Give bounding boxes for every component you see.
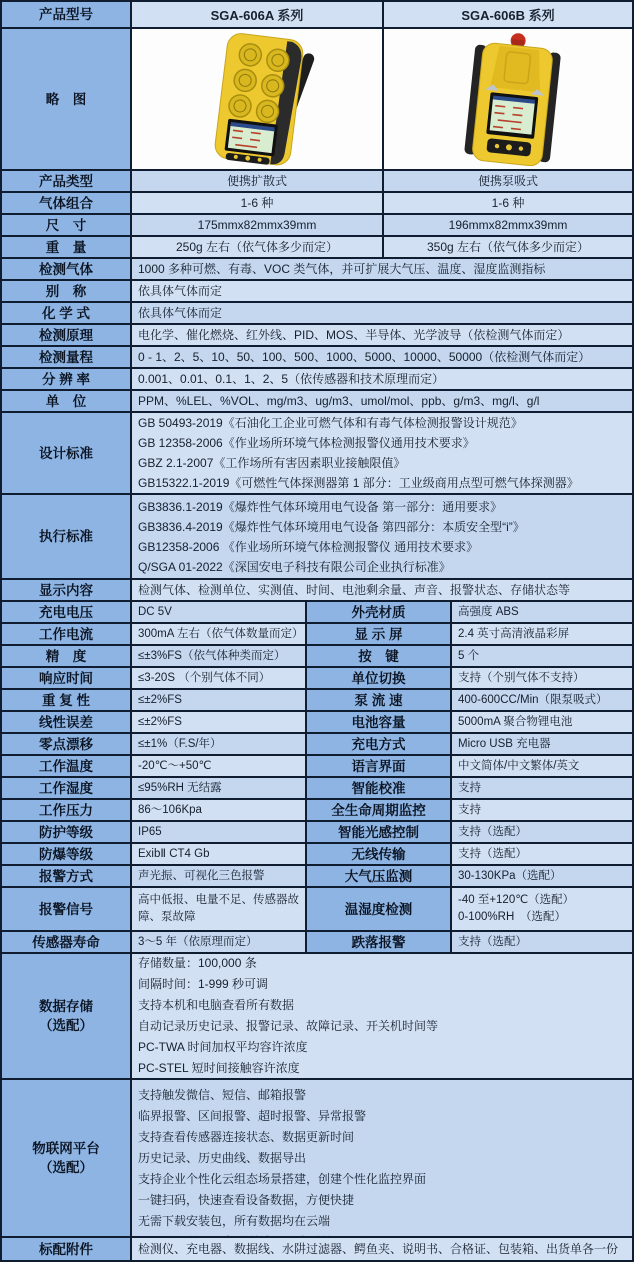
spec-value-cell (132, 495, 632, 578)
spec-row (2, 237, 632, 259)
spec-row (2, 580, 632, 602)
spec-value: 检测仪、充电器、数据线、水阱过滤器、鳄鱼夹、说明书、合格证、包装箱、出货单各一份 (138, 1241, 619, 1256)
spec-row (2, 800, 632, 822)
spec-label: 别 称 (45, 283, 87, 299)
spec-value: GB15322.1-2019《可燃性气体探测器第 1 部分：工业级商用点型可燃气体探测器》 (138, 476, 579, 490)
spec-label: 检测气体 (39, 261, 93, 277)
spec-value: 无需下载安装包，所有数据均在云端 (138, 1213, 331, 1228)
spec-value: GB3836.4-2019《爆炸性气体环境用电气设备 第四部分：本质安全型“i”》 (138, 519, 525, 534)
spec-value2: Micro USB 充电器 (458, 737, 551, 750)
spec-label: 防护等级 (39, 824, 93, 840)
spec-label-cell (2, 954, 132, 1078)
spec-value-cell (132, 1080, 632, 1236)
device-b-image-cell (384, 29, 632, 169)
spec-value: 0.001、0.01、0.1、1、2、5（依传感器和技术原理而定） (138, 372, 445, 386)
spec-value: 间隔时间：1-999 秒可调 (138, 977, 269, 991)
spec-value2: 支持（选配） (458, 825, 527, 838)
spec-value-cell (132, 602, 307, 622)
spec-value: 高中低报、电量不足、传感器故障、泵故障 (138, 894, 299, 923)
spec-value: PC-STEL 短时间接触容许浓度 (138, 1061, 300, 1075)
spec-value: 3～5 年（依原理而定） (138, 935, 258, 948)
spec-label-cell (2, 866, 132, 886)
spec-row (2, 215, 632, 237)
series-b-value: 196mmx82mmx39mm (448, 217, 568, 232)
spec-label2-cell (307, 624, 452, 644)
spec-label2: 智能光感控制 (338, 824, 419, 840)
spec-label2-cell (307, 888, 452, 930)
spec-value-cell (132, 800, 307, 820)
spec-row (2, 954, 632, 1080)
spec-label2: 泵 流 速 (354, 692, 403, 708)
spec-label: 工作温度 (39, 758, 93, 774)
spec-label: 重 复 性 (41, 692, 90, 708)
spec-label: 报警信号 (39, 901, 93, 917)
spec-value2-cell (452, 756, 632, 776)
spec-label-cell (2, 932, 132, 952)
spec-label: 物联网平台 (32, 1141, 100, 1156)
spec-label-cell (2, 734, 132, 754)
spec-value-cell (132, 413, 632, 493)
spec-value2: 30-130KPa（选配） (458, 869, 562, 882)
spec-value: GBZ 2.1-2007《工作场所有害因素职业接触限值》 (138, 456, 406, 470)
spec-label-cell (2, 325, 132, 345)
spec-label2: 语言界面 (351, 758, 406, 774)
spec-label: 响应时间 (39, 670, 93, 686)
series-a-value-cell (132, 193, 384, 213)
spec-label: 报警方式 (39, 868, 93, 884)
spec-value2-cell (452, 712, 632, 732)
spec-label: 传感器寿命 (32, 934, 100, 950)
spec-label-cell (2, 1238, 132, 1260)
spec-row (2, 866, 632, 888)
spec-value2: 0-100%RH （选配） (458, 911, 566, 923)
spec-label2-cell (307, 800, 452, 820)
spec-row (2, 932, 632, 954)
header-label: 产品型号 (39, 7, 93, 22)
spec-value: ≤95%RH 无结露 (138, 781, 222, 794)
spec-value-cell (132, 866, 307, 886)
spec-value2-cell (452, 734, 632, 754)
spec-label-cell (2, 602, 132, 622)
spec-value-cell (132, 734, 307, 754)
spec-value-cell (132, 844, 307, 864)
spec-value: ≤3-20S （个别气体不同） (138, 671, 271, 684)
spec-value-cell (132, 347, 632, 367)
spec-label-cell (2, 281, 132, 301)
spec-value2-cell (452, 888, 632, 930)
spec-value2: 5000mA 聚合物锂电池 (458, 715, 573, 728)
spec-value: ExibⅡ CT4 Gb (138, 847, 210, 860)
series-b-value-cell (384, 215, 632, 235)
spec-row (2, 259, 632, 281)
series-b-value: 便携泵吸式 (477, 173, 538, 188)
spec-value2-cell (452, 822, 632, 842)
spec-label-cell (2, 624, 132, 644)
spec-row (2, 778, 632, 800)
spec-row (2, 844, 632, 866)
spec-value: 0 - 1、2、5、10、50、100、500、1000、5000、10000、50000（依检测气体而定） (138, 350, 591, 364)
spec-row (2, 303, 632, 325)
series-b-value-cell (384, 193, 632, 213)
spec-value: 一键扫码，快速查看设备数据，方便快捷 (138, 1192, 355, 1207)
spec-label2: 充电方式 (351, 736, 406, 752)
spec-label: （选配） (39, 1160, 93, 1175)
spec-value: 临界报警、区间报警、超时报警、异常报警 (138, 1108, 367, 1123)
spec-value: 存储数量：100,000 条 (138, 956, 257, 970)
spec-label2-cell (307, 866, 452, 886)
series-a-value: 250g 左右（依气体多少而定） (175, 239, 339, 254)
spec-value2-cell (452, 866, 632, 886)
spec-value: 声光振、可视化三色报警 (138, 869, 265, 882)
spec-value-cell (132, 259, 632, 279)
spec-value: 300mA 左右（依气体数量而定） (138, 627, 304, 640)
spec-label: 尺 寸 (45, 217, 87, 233)
header-series-a-cell (132, 2, 384, 27)
spec-value2: 支持（选配） (458, 935, 527, 948)
spec-value: 电化学、催化燃烧、红外线、PID、MOS、半导体、光学波导（依检测气体而定） (138, 328, 570, 342)
spec-row (2, 347, 632, 369)
spec-value-cell (132, 325, 632, 345)
spec-value: ≤±2%FS (138, 693, 182, 706)
spec-value-cell (132, 888, 307, 930)
spec-label2: 跌落报警 (351, 934, 406, 950)
spec-label: 工作压力 (39, 802, 93, 818)
spec-value: ≤±2%FS (138, 715, 182, 728)
spec-value-cell (132, 712, 307, 732)
sketch-label: 略 图 (45, 91, 87, 107)
spec-row (2, 281, 632, 303)
spec-label2: 电池容量 (351, 714, 406, 730)
sketch-label-cell (2, 29, 132, 169)
spec-value: DC 5V (138, 605, 172, 618)
spec-value2: 支持 (458, 803, 481, 816)
spec-label-cell (2, 193, 132, 213)
spec-value: 1000 多种可燃、有毒、VOC 类气体，并可扩展大气压、温度、湿度监测指标 (138, 262, 546, 276)
spec-value2: -40 至+120℃（选配） (458, 894, 575, 906)
spec-label2: 单位切换 (351, 670, 406, 686)
spec-row (2, 602, 632, 624)
spec-value-cell (132, 756, 307, 776)
spec-label: 检测原理 (39, 327, 93, 343)
spec-rows (2, 171, 632, 1262)
series-a-value-cell (132, 215, 384, 235)
spec-value: IP65 (138, 825, 162, 838)
series-a-value: 175mmx82mmx39mm (197, 217, 317, 232)
spec-value: 支持本机和电脑查看所有数据 (138, 998, 295, 1012)
spec-label-cell (2, 369, 132, 389)
spec-value: ≤±1%（F.S/年） (138, 737, 222, 750)
spec-value: 依具体气体而定 (138, 306, 223, 320)
spec-row (2, 756, 632, 778)
spec-label2-cell (307, 756, 452, 776)
spec-value2-cell (452, 932, 632, 952)
spec-value (138, 1232, 385, 1237)
spec-label: 气体组合 (39, 195, 93, 211)
device-b-image (388, 32, 628, 166)
spec-label2: 无线传输 (351, 846, 406, 862)
spec-label: 分 辨 率 (41, 371, 90, 387)
spec-value2: 5 个 (458, 649, 480, 662)
spec-label2-cell (307, 822, 452, 842)
series-b-title: SGA-606B 系列 (461, 8, 555, 23)
spec-label2-cell (307, 668, 452, 688)
spec-row (2, 668, 632, 690)
spec-value2: 支持 (458, 781, 481, 794)
spec-label: 数据存储 (39, 999, 93, 1014)
spec-label: 防爆等级 (39, 846, 93, 862)
spec-label: （选配） (39, 1018, 93, 1033)
series-a-value-cell (132, 171, 384, 191)
spec-label-cell (2, 259, 132, 279)
spec-row (2, 1080, 632, 1238)
spec-label-cell (2, 668, 132, 688)
device-a-image-cell (132, 29, 384, 169)
spec-label-cell (2, 495, 132, 578)
spec-value2-cell (452, 690, 632, 710)
spec-value: 自动记录历史记录、报警记录、故障记录、开关机时间等 (138, 1019, 439, 1033)
spec-value: GB3836.1-2019《爆炸性气体环境用电气设备 第一部分：通用要求》 (138, 499, 503, 514)
spec-label: 化 学 式 (41, 305, 90, 321)
series-a-title: SGA-606A 系列 (210, 8, 304, 23)
spec-row (2, 822, 632, 844)
spec-value2: 2.4 英寸高清液晶彩屏 (458, 627, 570, 640)
spec-label-cell (2, 822, 132, 842)
spec-label2: 按 键 (358, 648, 399, 664)
spec-label: 工作电流 (39, 626, 93, 642)
spec-value: PPM、%LEL、%VOL、mg/m3、ug/m3、umol/mol、ppb、g/m3、mg/l、g/l (138, 394, 540, 408)
spec-value: 支持企业个性化云组态场景搭建，创建个性化监控界面 (138, 1171, 427, 1186)
spec-label2-cell (307, 844, 452, 864)
spec-row (2, 624, 632, 646)
spec-row (2, 413, 632, 495)
spec-value2-cell (452, 800, 632, 820)
spec-label-cell (2, 712, 132, 732)
series-a-value-cell (132, 237, 384, 257)
spec-label: 执行标准 (39, 529, 93, 544)
spec-value2-cell (452, 602, 632, 622)
series-a-value: 便携扩散式 (226, 173, 287, 188)
spec-value2-cell (452, 844, 632, 864)
spec-label2: 全生命周期监控 (331, 802, 426, 818)
spec-value: 依具体气体而定 (138, 284, 223, 298)
spec-label-cell (2, 844, 132, 864)
spec-value2: 400-600CC/Min（限泵吸式） (458, 693, 608, 706)
spec-label2-cell (307, 712, 452, 732)
spec-label-cell (2, 646, 132, 666)
spec-value: -20℃～+50℃ (138, 759, 212, 772)
spec-value2: 高强度 ABS (458, 605, 519, 618)
spec-value: PC-TWA 时间加权平均容许浓度 (138, 1040, 308, 1054)
spec-row (2, 369, 632, 391)
spec-label-cell (2, 778, 132, 798)
spec-row (2, 391, 632, 413)
spec-row (2, 1238, 632, 1262)
spec-label2-cell (307, 734, 452, 754)
spec-row (2, 325, 632, 347)
spec-label-cell (2, 391, 132, 411)
spec-label: 重 量 (45, 239, 87, 255)
spec-label-cell (2, 800, 132, 820)
spec-label-cell (2, 347, 132, 367)
spec-value: GB 50493-2019《石油化工企业可燃气体和有毒气体检测报警设计规范》 (138, 416, 523, 430)
spec-value: ≤±3%FS（依气体种类而定） (138, 649, 286, 662)
spec-value: GB 12358-2006《作业场所环境气体检测报警仪通用技术要求》 (138, 436, 475, 450)
spec-label: 显示内容 (39, 582, 93, 598)
spec-row (2, 712, 632, 734)
spec-label-cell (2, 580, 132, 600)
spec-label-cell (2, 215, 132, 235)
spec-label-cell (2, 756, 132, 776)
series-b-value-cell (384, 237, 632, 257)
spec-value2: 支持（个别气体不支持） (458, 671, 585, 684)
spec-label2-cell (307, 690, 452, 710)
spec-label-cell (2, 237, 132, 257)
spec-value-cell (132, 690, 307, 710)
spec-value-cell (132, 369, 632, 389)
spec-label-cell (2, 413, 132, 493)
spec-value-cell (132, 954, 632, 1078)
spec-label2-cell (307, 932, 452, 952)
spec-label: 线性误差 (39, 714, 93, 730)
spec-row (2, 646, 632, 668)
spec-label-cell (2, 888, 132, 930)
spec-label2: 温湿度检测 (344, 901, 413, 917)
spec-value-cell (132, 668, 307, 688)
header-series-b-cell (384, 2, 632, 27)
spec-label2: 大气压监测 (344, 868, 413, 884)
spec-label-cell (2, 303, 132, 323)
spec-value: 历史记录、历史曲线、数据导出 (138, 1150, 307, 1165)
spec-label2-cell (307, 602, 452, 622)
spec-label2: 外壳材质 (351, 604, 406, 620)
spec-row (2, 495, 632, 580)
spec-row (2, 888, 632, 932)
spec-label: 检测量程 (39, 349, 93, 365)
spec-row (2, 193, 632, 215)
spec-value2-cell (452, 778, 632, 798)
spec-label2-cell (307, 646, 452, 666)
spec-label: 单 位 (45, 393, 87, 409)
spec-row (2, 690, 632, 712)
spec-value: GB12358-2006 《作业场所环境气体检测报警仪 通用技术要求》 (138, 539, 479, 554)
series-b-value: 1-6 种 (491, 195, 525, 210)
spec-label: 产品类型 (39, 173, 93, 189)
spec-label-cell (2, 171, 132, 191)
spec-label: 设计标准 (39, 445, 93, 461)
spec-label2: 智能校准 (351, 780, 406, 796)
spec-row (2, 734, 632, 756)
spec-value2-cell (452, 668, 632, 688)
spec-value-cell (132, 646, 307, 666)
spec-value-cell (132, 391, 632, 411)
header-label-cell (2, 2, 132, 27)
sketch-row (2, 29, 632, 171)
spec-label2-cell (307, 778, 452, 798)
spec-value-cell (132, 822, 307, 842)
header-row (2, 2, 632, 29)
spec-value: 86～106Kpa (138, 803, 202, 816)
series-b-value: 350g 左右（依气体多少而定） (426, 239, 590, 254)
series-a-value: 1-6 种 (240, 195, 274, 210)
spec-value-cell (132, 778, 307, 798)
spec-value-cell (132, 580, 632, 600)
spec-value: Q/SGA 01-2022《深国安电子科技有限公司企业执行标准》 (138, 559, 451, 574)
spec-value2-cell (452, 646, 632, 666)
series-b-value-cell (384, 171, 632, 191)
spec-value-cell (132, 281, 632, 301)
spec-value: 检测气体、检测单位、实测值、时间、电池剩余量、声音、报警状态、存储状态等 (138, 583, 571, 597)
spec-label-cell (2, 690, 132, 710)
spec-label-cell (2, 1080, 132, 1236)
spec-row (2, 171, 632, 193)
spec-value2-cell (452, 624, 632, 644)
spec-value-cell (132, 1238, 632, 1260)
spec-value-cell (132, 624, 307, 644)
spec-value2: 支持（选配） (458, 847, 527, 860)
spec-value-cell (132, 932, 307, 952)
spec-label: 标配附件 (39, 1241, 93, 1257)
spec-label: 精 度 (45, 648, 87, 664)
device-a-image (137, 32, 377, 166)
spec-label: 充电电压 (39, 604, 93, 620)
spec-value: 支持查看传感器连接状态、数据更新时间 (138, 1129, 355, 1144)
spec-label2: 显 示 屏 (354, 626, 403, 642)
spec-value: 支持触发微信、短信、邮箱报警 (138, 1087, 307, 1102)
spec-value2: 中文简体/中文繁体/英文 (458, 759, 580, 772)
spec-value-cell (132, 303, 632, 323)
spec-label: 零点漂移 (39, 736, 93, 752)
spec-label: 工作湿度 (39, 780, 93, 796)
